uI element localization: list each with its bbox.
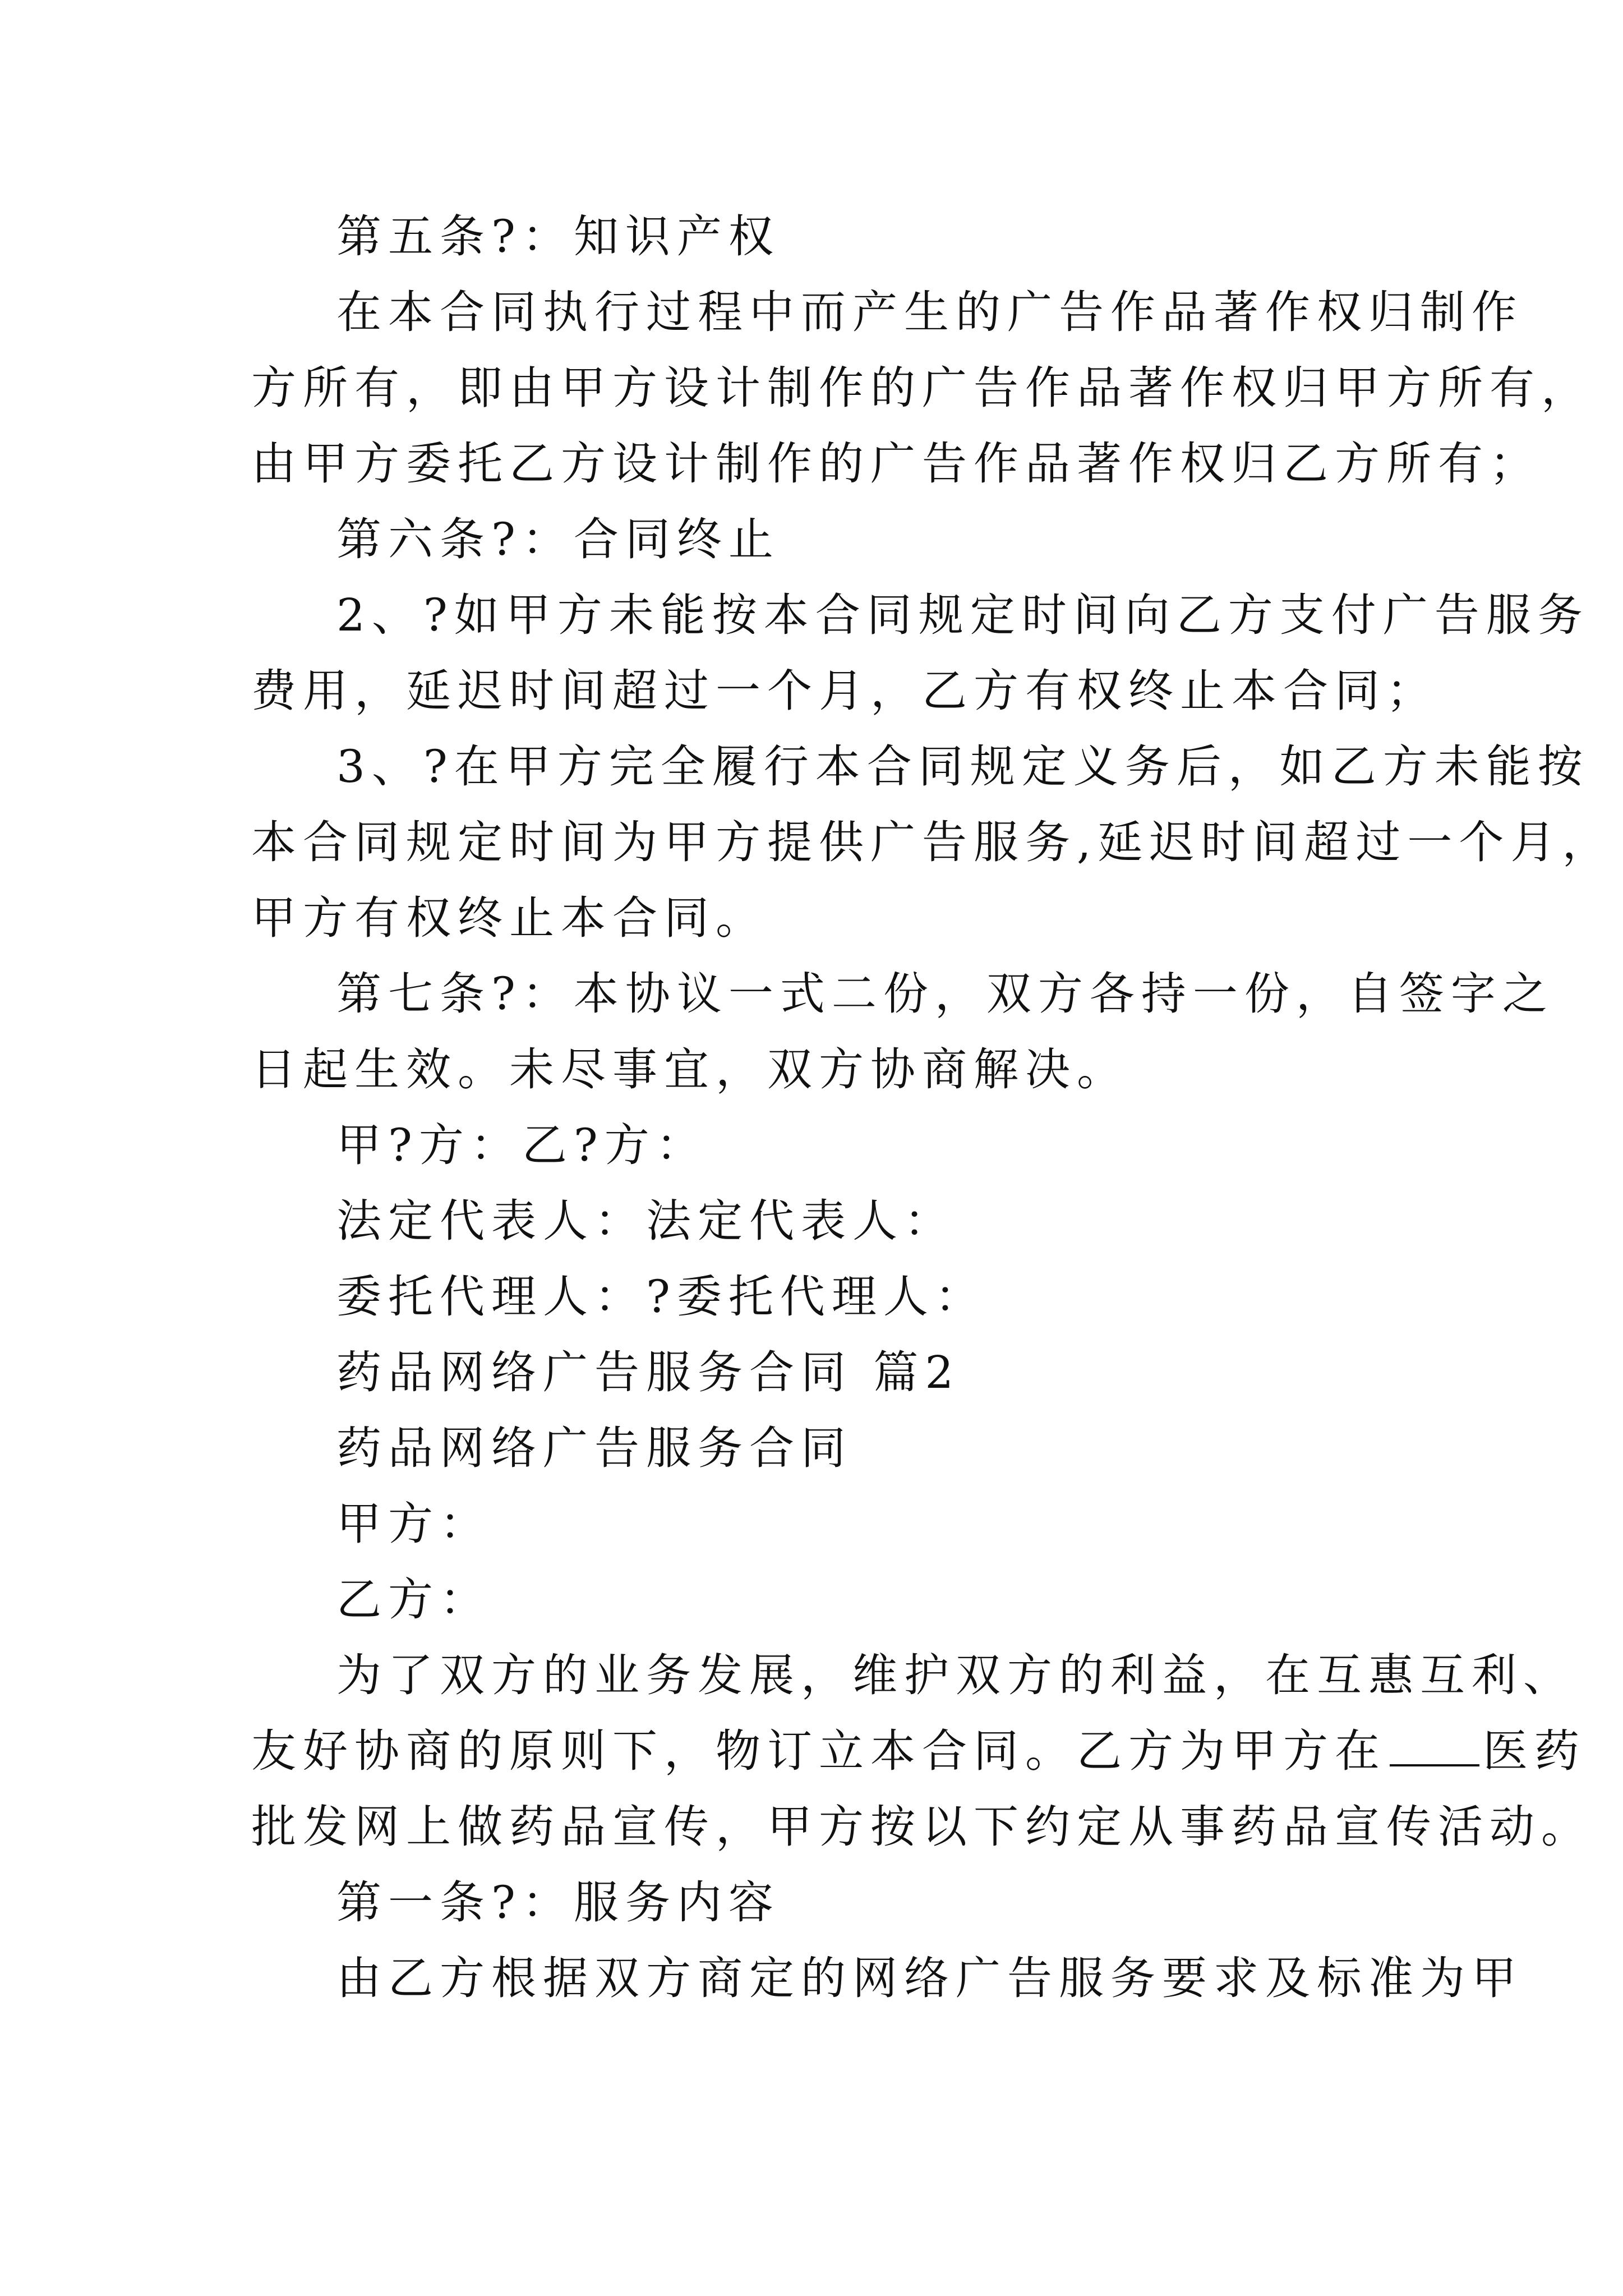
article-7-line: 第七条?：本协议一式二份，双方各持一份，自签字之 bbox=[336, 968, 1554, 1020]
article-6-heading: 第六条?：合同终止 bbox=[336, 513, 780, 565]
paragraph-line: 甲方有权终止本合同。 bbox=[251, 892, 767, 944]
paragraph-line: 由乙方根据双方商定的网络广告服务要求及标准为甲 bbox=[336, 1952, 1523, 2004]
paragraph-line: 在本合同执行过程中而产生的广告作品著作权归制作 bbox=[336, 286, 1523, 338]
party-b-line: 乙方： bbox=[336, 1573, 491, 1626]
article-1-heading: 第一条?：服务内容 bbox=[336, 1876, 780, 1929]
paragraph-line: 2、?如甲方未能按本合同规定时间向乙方支付广告服务 bbox=[336, 589, 1589, 641]
paragraph-line: 批发网上做药品宣传，甲方按以下约定从事药品宣传活动。 bbox=[251, 1801, 1593, 1853]
article-5-heading: 第五条?：知识产权 bbox=[336, 210, 780, 263]
paragraph-text: 医药 bbox=[1483, 1725, 1586, 1777]
paragraph-line: 3、?在甲方完全履行本合同规定义务后，如乙方未能按 bbox=[336, 740, 1589, 793]
section-title: 药品网络广告服务合同 篇2 bbox=[336, 1346, 961, 1398]
party-signature-line: 甲?方：乙?方： bbox=[336, 1119, 708, 1171]
paragraph-line: 由甲方委托乙方设计制作的广告作品著作权归乙方所有； bbox=[251, 438, 1541, 490]
blank-fill-line bbox=[1390, 1727, 1479, 1766]
paragraph-line: 本合同规定时间为甲方提供广告服务,延迟时间超过一个月， bbox=[251, 816, 1614, 868]
contract-title: 药品网络广告服务合同 bbox=[336, 1422, 852, 1474]
legal-representative-line: 法定代表人：法定代表人： bbox=[336, 1195, 956, 1247]
paragraph-line: 方所有，即由甲方设计制作的广告作品著作权归甲方所有， bbox=[251, 362, 1593, 414]
authorized-agent-line: 委托代理人：?委托代理人： bbox=[336, 1271, 986, 1323]
paragraph-text: 友好协商的原则下，物订立本合同。乙方为甲方在 bbox=[251, 1725, 1386, 1777]
paragraph-line: 为了双方的业务发展，维护双方的利益，在互惠互利、 bbox=[336, 1649, 1575, 1701]
paragraph-line-with-blank bbox=[251, 1723, 1586, 1779]
party-a-line: 甲方： bbox=[336, 1498, 491, 1550]
paragraph-line: 费用，延迟时间超过一个月，乙方有权终止本合同； bbox=[251, 665, 1438, 717]
paragraph-line: 日起生效。未尽事宜，双方协商解决。 bbox=[251, 1043, 1128, 1096]
